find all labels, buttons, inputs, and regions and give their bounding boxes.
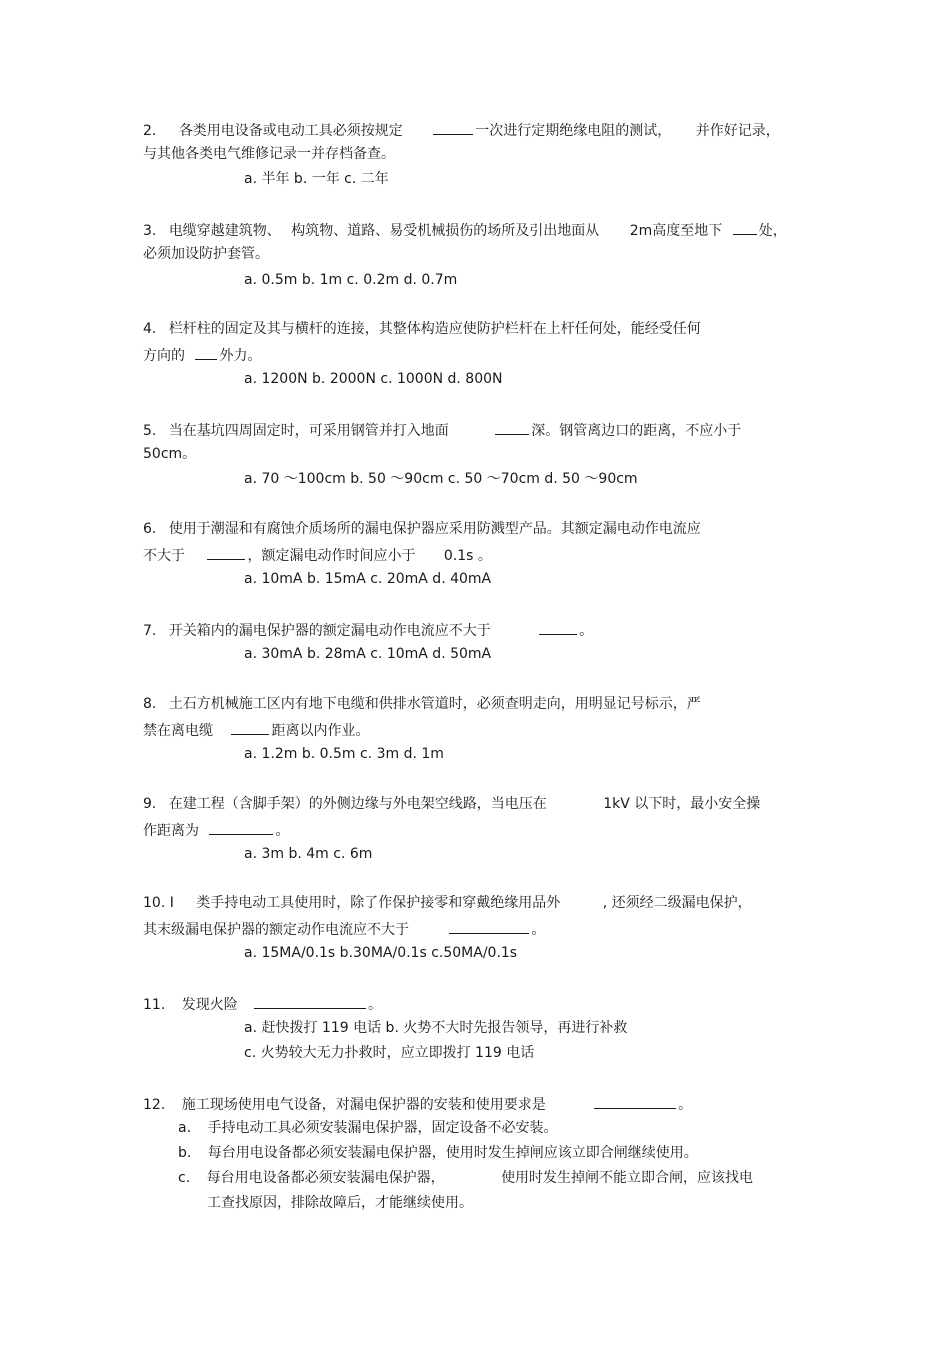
question-12-option-c: c. 每台用电设备都必须安装漏电保护器， 使用时发生掉闸不能立即合闸，应该找电 <box>178 1170 754 1186</box>
answer-blank <box>449 919 529 934</box>
question-number: 9. <box>143 796 157 812</box>
question-number: 11. <box>143 997 166 1013</box>
question-2-line-1: 2. 各类用电设备或电动工具必须按规定 一次进行定期绝缘电阻的测试， 并作好记录， <box>143 120 780 140</box>
question-6-line-2: 不大于 ，额定漏电动作时间应小于 0.1s 。 <box>143 545 492 565</box>
answer-blank <box>209 820 273 835</box>
answer-blank <box>195 345 217 360</box>
question-9-options: a. 3m b. 4m c. 6m <box>244 846 373 862</box>
question-8-line-1: 8. 土石方机械施工区内有地下电缆和供排水管道时，必须查明走向，用明显记号标示，严 <box>143 696 701 712</box>
question-number: 10. I <box>143 895 174 911</box>
question-number: 7. <box>143 623 157 639</box>
question-9-line-2: 作距离为 。 <box>143 820 289 840</box>
question-4-options: a. 1200N b. 2000N c. 1000N d. 800N <box>244 371 503 387</box>
answer-blank <box>733 220 757 235</box>
question-12-option-b: b. 每台用电设备都必须安装漏电保护器，使用时发生掉闸应该立即合闸继续使用。 <box>178 1145 698 1161</box>
question-5-line-2: 50cm。 <box>143 446 197 462</box>
answer-blank <box>254 994 366 1009</box>
question-2-line-2: 与其他各类电气维修记录一并存档备查。 <box>143 146 395 162</box>
question-12-option-c-line-2: 工查找原因，排除故障后，才能继续使用。 <box>207 1195 473 1211</box>
question-10-line-2: 其末级漏电保护器的额定动作电流应不大于 。 <box>143 919 545 939</box>
question-11-line-1: 11. 发现火险 。 <box>143 994 382 1014</box>
question-5-line-1: 5. 当在基坑四周固定时，可采用钢管并打入地面 深。钢管离边口的距离，不应小于 <box>143 420 741 440</box>
answer-blank <box>495 420 529 435</box>
question-2-options: a. 半年 b. 一年 c. 二年 <box>244 171 389 187</box>
question-7-options: a. 30mA b. 28mA c. 10mA d. 50mA <box>244 646 492 662</box>
question-number: 8. <box>143 696 157 712</box>
question-4-line-2: 方向的 外力。 <box>143 345 261 365</box>
question-10-line-1: 10. I 类手持电动工具使用时，除了作保护接零和穿戴绝缘用品外 , 还须经二级漏电保护， <box>143 895 752 911</box>
question-number: 12. <box>143 1097 166 1113</box>
question-4-line-1: 4. 栏杆柱的固定及其与横杆的连接，其整体构造应使防护栏杆在上杆任何处，能经受任何 <box>143 321 701 337</box>
question-number: 4. <box>143 321 157 337</box>
question-9-line-1: 9. 在建工程（含脚手架）的外侧边缘与外电架空线路，当电压在 1kV 以下时，最小安全操 <box>143 796 761 812</box>
answer-blank <box>539 620 577 635</box>
question-number: 5. <box>143 423 157 439</box>
question-number: 2. <box>143 123 157 139</box>
question-number: 6. <box>143 521 157 537</box>
question-3-line-2: 必须加设防护套管。 <box>143 246 269 262</box>
question-7-line-1: 7. 开关箱内的漏电保护器的额定漏电动作电流应不大于 。 <box>143 620 593 640</box>
question-3-line-1: 3. 电缆穿越建筑物、 构筑物、道路、易受机械损伤的场所及引出地面从 2m高度至地下 处， <box>143 220 787 240</box>
question-6-options: a. 10mA b. 15mA c. 20mA d. 40mA <box>244 571 492 587</box>
answer-blank <box>207 545 245 560</box>
question-6-line-1: 6. 使用于潮湿和有腐蚀介质场所的漏电保护器应采用防溅型产品。其额定漏电动作电流应 <box>143 521 701 537</box>
question-10-options: a. 15MA/0.1s b.30MA/0.1s c.50MA/0.1s <box>244 945 518 961</box>
question-5-options: a. 70 ～100cm b. 50 ～90cm c. 50 ～70cm d. 50 ～90cm <box>244 471 638 487</box>
question-11-options-2: c. 火势较大无力扑救时，应立即拨打 119 电话 <box>244 1045 535 1061</box>
question-12-option-a: a. 手持电动工具必须安装漏电保护器，固定设备不必安装。 <box>178 1120 558 1136</box>
question-8-options: a. 1.2m b. 0.5m c. 3m d. 1m <box>244 746 444 762</box>
question-8-line-2: 禁在离电缆 距离以内作业。 <box>143 720 369 740</box>
question-3-options: a. 0.5m b. 1m c. 0.2m d. 0.7m <box>244 272 458 288</box>
question-number: 3. <box>143 223 157 239</box>
question-12-line-1: 12. 施工现场使用电气设备，对漏电保护器的安装和使用要求是 。 <box>143 1094 692 1114</box>
answer-blank <box>594 1094 676 1109</box>
answer-blank <box>231 720 269 735</box>
question-11-options-1: a. 赶快拨打 119 电话 b. 火势不大时先报告领导，再进行补救 <box>244 1020 628 1036</box>
answer-blank <box>433 120 473 135</box>
